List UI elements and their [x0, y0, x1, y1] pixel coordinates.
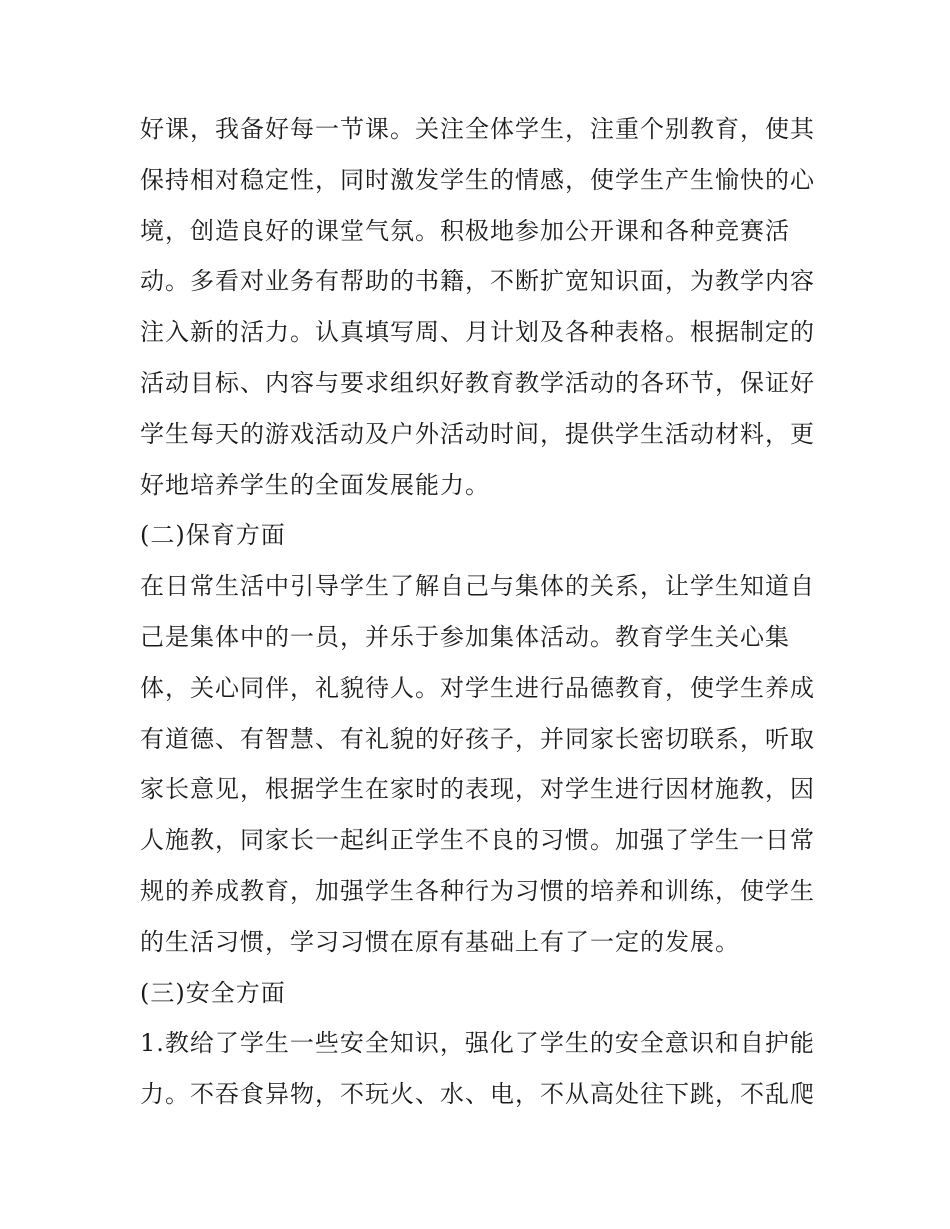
- text-line: 体，关心同伴，礼貌待人。对学生进行品德教育，使学生养成: [140, 673, 815, 702]
- text-line: 在日常生活中引导学生了解自己与集体的关系，让学生知道自: [140, 572, 815, 601]
- text-line: 力。不吞食异物，不玩火、水、电，不从高处往下跳，不乱爬: [140, 1080, 815, 1109]
- text-line: 有道德、有智慧、有礼貌的好孩子，并同家长密切联系，听取: [140, 724, 815, 753]
- text-line: 家长意见，根据学生在家时的表现，对学生进行因材施教，因: [140, 775, 815, 804]
- text-line: 规的养成教育，加强学生各种行为习惯的培养和训练，使学生: [140, 876, 815, 905]
- text-line: 保持相对稳定性，同时激发学生的情感，使学生产生愉快的心: [140, 165, 815, 194]
- text-line: 注入新的活力。认真填写周、月计划及各种表格。根据制定的: [140, 318, 815, 347]
- text-line: 好课，我备好每一节课。关注全体学生，注重个别教育，使其: [140, 115, 815, 143]
- text-line: 好地培养学生的全面发展能力。: [140, 470, 490, 499]
- text-line: 学生每天的游戏活动及户外活动时间，提供学生活动材料，更: [140, 419, 815, 448]
- section-heading-safety: (三)安全方面: [140, 978, 286, 1007]
- text-line: 动。多看对业务有帮助的书籍，不断扩宽知识面，为教学内容: [140, 267, 815, 296]
- text-line: 活动目标、内容与要求组织好教育教学活动的各环节，保证好: [140, 368, 815, 397]
- text-line: 己是集体中的一员，并乐于参加集体活动。教育学生关心集: [140, 622, 790, 651]
- text-line: 1.教给了学生一些安全知识，强化了学生的安全意识和自护能: [140, 1029, 815, 1058]
- section-heading-childcare: (二)保育方面: [140, 521, 286, 550]
- document-body: [140, 104, 820, 1120]
- text-line: 境，创造良好的课堂气氛。积极地参加公开课和各种竞赛活: [140, 216, 790, 245]
- text-line: 的生活习惯，学习习惯在原有基础上有了一定的发展。: [140, 927, 740, 956]
- text-line: 人施教，同家长一起纠正学生不良的习惯。加强了学生一日常: [140, 826, 815, 855]
